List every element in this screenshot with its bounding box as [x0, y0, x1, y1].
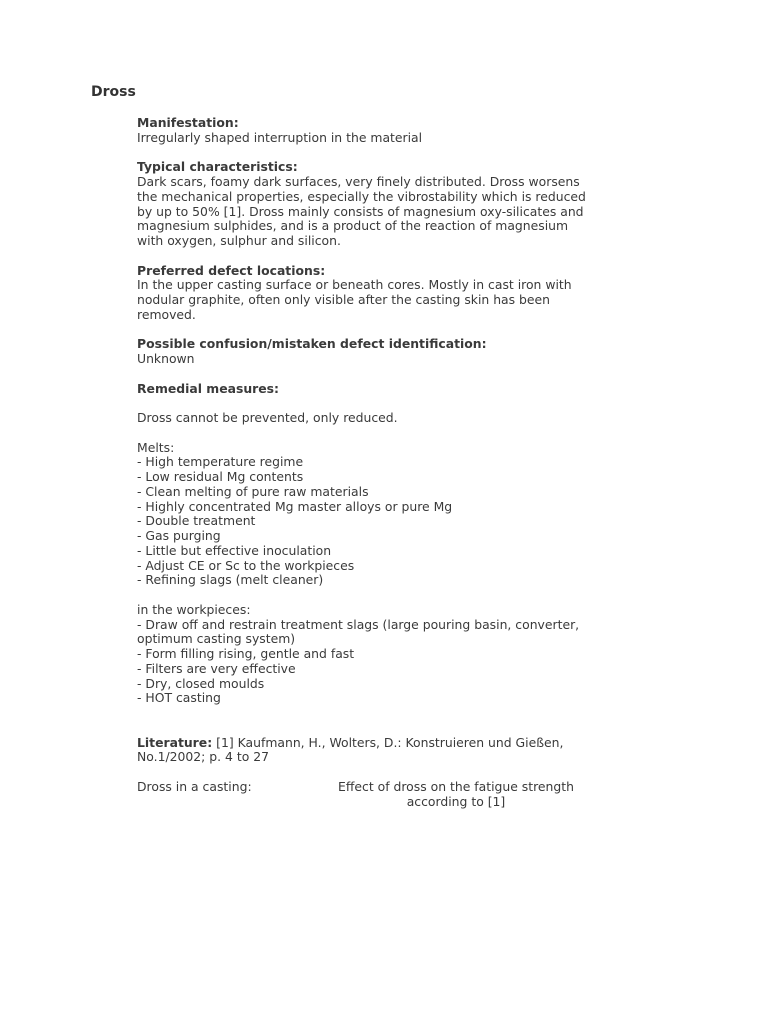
caption-left: Dross in a casting: — [137, 778, 252, 794]
list-item: - Refining slags (melt cleaner) — [137, 572, 324, 588]
typical-heading: Typical characteristics: — [137, 159, 298, 175]
caption-right: Effect of dross on the fatigue strength according to [1] — [338, 778, 574, 809]
melts-label: Melts: — [137, 439, 175, 455]
document-body — [137, 116, 587, 810]
typical-characteristics-section — [137, 160, 587, 249]
melts-list — [137, 455, 587, 588]
list-item: - High temperature regime — [137, 454, 304, 470]
workpieces-list — [137, 618, 587, 707]
manifestation-text: Irregularly shaped interruption in the material — [137, 129, 423, 145]
remedial-intro: Dross cannot be prevented, only reduced. — [137, 410, 398, 425]
list-item: - Clean melting of pure raw materials — [137, 483, 369, 499]
workpieces-label: in the workpieces: — [137, 601, 251, 617]
list-item: - Form filling rising, gentle and fast — [137, 646, 355, 661]
literature-paragraph — [137, 736, 587, 766]
list-item: - Filters are very effective — [137, 660, 296, 676]
list-item: - Highly concentrated Mg master alloys or pure Mg — [137, 498, 453, 514]
list-item: - Draw off and restrain treatment slags (large pouring basin, converter, optimum casting system) — [137, 616, 580, 647]
list-item: - Gas purging — [137, 528, 221, 543]
literature-section — [137, 736, 587, 766]
remedial-heading: Remedial measures: — [137, 380, 280, 396]
preferred-locations-section — [137, 264, 587, 323]
remedial-section — [137, 382, 587, 707]
page-title: Dross — [91, 84, 136, 100]
literature-text: [1] Kaufmann, H., Wolters, D.: Konstruieren und Gießen, No.1/2002; p. 4 to 27 — [137, 734, 564, 765]
literature-heading: Literature: — [137, 734, 213, 750]
list-item: - Double treatment — [137, 513, 256, 529]
typical-text: Dark scars, foamy dark surfaces, very finely distributed. Dross worsens the mechanical properties, especially the vibrostability which is reduced by up to 50% [1]. Dross mainly consists of magnesium oxy-silicates and magnesium sulphides, and is a product of the reaction of magnesium with oxygen, sulphur and silicon. — [137, 174, 586, 248]
confusion-text: Unknown — [137, 351, 195, 366]
manifestation-heading: Manifestation: — [137, 115, 239, 130]
confusion-heading: Possible confusion/mistaken defect identification: — [137, 336, 487, 352]
locations-text: In the upper casting surface or beneath cores. Mostly in cast iron with nodular graphite, often only visible after the casting skin has been removed. — [137, 277, 572, 322]
list-item: - HOT casting — [137, 690, 221, 706]
list-item: - Adjust CE or Sc to the workpieces — [137, 557, 355, 573]
list-item: - Little but effective inoculation — [137, 542, 332, 558]
confusion-section — [137, 337, 587, 367]
list-item: - Low residual Mg contents — [137, 469, 304, 484]
list-item: - Dry, closed moulds — [137, 675, 265, 691]
manifestation-section — [137, 116, 587, 146]
locations-heading: Preferred defect locations: — [137, 262, 326, 278]
figure-captions — [137, 780, 587, 810]
